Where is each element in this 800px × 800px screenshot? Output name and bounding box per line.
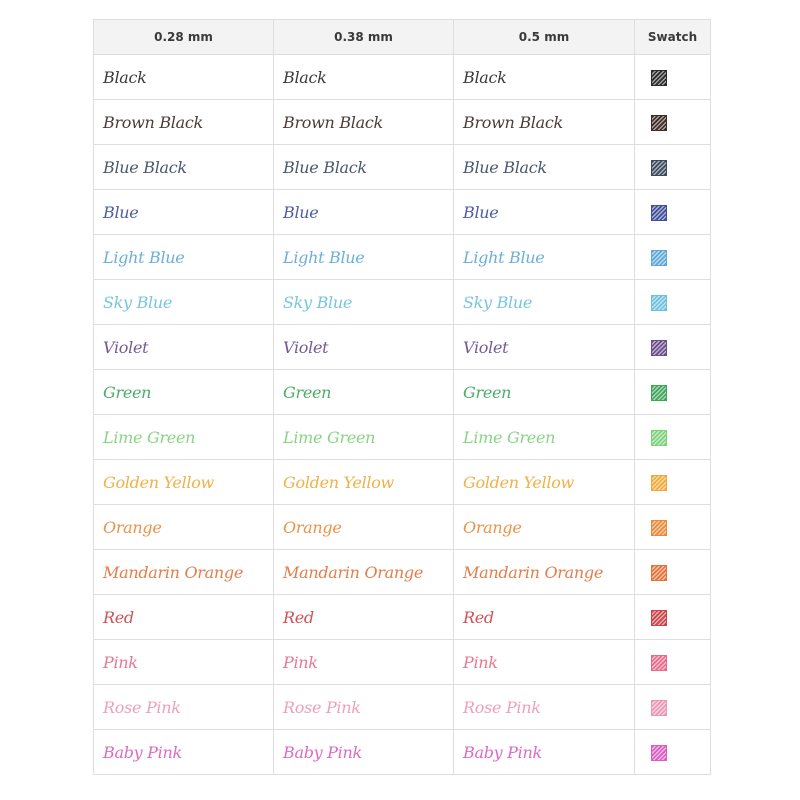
- table-row: [94, 145, 711, 190]
- pen-color-table-wrapper: [93, 19, 710, 775]
- color-swatch: [651, 700, 667, 716]
- table-row: [94, 550, 711, 595]
- swatch-cell: [635, 235, 711, 280]
- table-header: [94, 20, 711, 55]
- ink-sample-038mm: Violet: [274, 325, 454, 370]
- swatch-cell: [635, 280, 711, 325]
- ink-sample-028mm: Violet: [94, 325, 274, 370]
- ink-sample-05mm: Blue: [454, 190, 635, 235]
- header-row: [94, 20, 711, 55]
- swatch-cell: [635, 370, 711, 415]
- table-row: [94, 595, 711, 640]
- swatch-cell: [635, 190, 711, 235]
- ink-sample-05mm: Violet: [454, 325, 635, 370]
- color-swatch: [651, 115, 667, 131]
- table-row: [94, 685, 711, 730]
- ink-sample-028mm: Lime Green: [94, 415, 274, 460]
- ink-sample-028mm: Rose Pink: [94, 685, 274, 730]
- ink-sample-05mm: Mandarin Orange: [454, 550, 635, 595]
- table-row: [94, 100, 711, 145]
- table-row: [94, 55, 711, 100]
- ink-sample-028mm: Brown Black: [94, 100, 274, 145]
- table-row: [94, 505, 711, 550]
- ink-sample-05mm: Lime Green: [454, 415, 635, 460]
- color-swatch: [651, 160, 667, 176]
- swatch-cell: [635, 595, 711, 640]
- table-row: [94, 325, 711, 370]
- ink-sample-05mm: Green: [454, 370, 635, 415]
- ink-sample-05mm: Baby Pink: [454, 730, 635, 775]
- swatch-cell: [635, 325, 711, 370]
- ink-sample-05mm: Brown Black: [454, 100, 635, 145]
- ink-sample-038mm: Baby Pink: [274, 730, 454, 775]
- swatch-cell: [635, 685, 711, 730]
- ink-sample-038mm: Red: [274, 595, 454, 640]
- swatch-cell: [635, 460, 711, 505]
- color-swatch: [651, 610, 667, 626]
- swatch-cell: [635, 730, 711, 775]
- color-swatch: [651, 475, 667, 491]
- table-row: [94, 640, 711, 685]
- ink-sample-028mm: Black: [94, 55, 274, 100]
- table-row: [94, 460, 711, 505]
- ink-sample-05mm: Light Blue: [454, 235, 635, 280]
- ink-sample-038mm: Pink: [274, 640, 454, 685]
- color-swatch: [651, 70, 667, 86]
- ink-sample-028mm: Mandarin Orange: [94, 550, 274, 595]
- color-swatch: [651, 565, 667, 581]
- ink-sample-028mm: Pink: [94, 640, 274, 685]
- ink-sample-05mm: Orange: [454, 505, 635, 550]
- ink-sample-038mm: Lime Green: [274, 415, 454, 460]
- header-028mm: 0.28 mm: [94, 20, 274, 55]
- ink-sample-038mm: Mandarin Orange: [274, 550, 454, 595]
- header-038mm: 0.38 mm: [274, 20, 454, 55]
- ink-sample-038mm: Rose Pink: [274, 685, 454, 730]
- table-row: [94, 280, 711, 325]
- color-swatch: [651, 655, 667, 671]
- table-row: [94, 730, 711, 775]
- table-row: [94, 190, 711, 235]
- ink-sample-05mm: Golden Yellow: [454, 460, 635, 505]
- ink-sample-028mm: Baby Pink: [94, 730, 274, 775]
- header-05mm: 0.5 mm: [454, 20, 635, 55]
- color-swatch: [651, 745, 667, 761]
- ink-sample-028mm: Sky Blue: [94, 280, 274, 325]
- ink-sample-028mm: Orange: [94, 505, 274, 550]
- ink-sample-038mm: Green: [274, 370, 454, 415]
- ink-sample-028mm: Red: [94, 595, 274, 640]
- ink-sample-028mm: Blue: [94, 190, 274, 235]
- table-body: [94, 55, 711, 775]
- ink-sample-038mm: Black: [274, 55, 454, 100]
- ink-sample-05mm: Black: [454, 55, 635, 100]
- ink-sample-038mm: Blue Black: [274, 145, 454, 190]
- swatch-cell: [635, 100, 711, 145]
- color-swatch: [651, 250, 667, 266]
- table-row: [94, 235, 711, 280]
- ink-sample-038mm: Light Blue: [274, 235, 454, 280]
- color-swatch: [651, 295, 667, 311]
- pen-color-table: [93, 19, 711, 775]
- swatch-cell: [635, 505, 711, 550]
- swatch-cell: [635, 55, 711, 100]
- color-swatch: [651, 430, 667, 446]
- ink-sample-038mm: Orange: [274, 505, 454, 550]
- ink-sample-028mm: Golden Yellow: [94, 460, 274, 505]
- color-swatch: [651, 205, 667, 221]
- ink-sample-028mm: Green: [94, 370, 274, 415]
- color-swatch: [651, 520, 667, 536]
- ink-sample-028mm: Light Blue: [94, 235, 274, 280]
- ink-sample-038mm: Blue: [274, 190, 454, 235]
- swatch-cell: [635, 550, 711, 595]
- color-swatch: [651, 340, 667, 356]
- ink-sample-038mm: Sky Blue: [274, 280, 454, 325]
- ink-sample-05mm: Sky Blue: [454, 280, 635, 325]
- ink-sample-05mm: Red: [454, 595, 635, 640]
- table-row: [94, 370, 711, 415]
- ink-sample-05mm: Rose Pink: [454, 685, 635, 730]
- ink-sample-038mm: Brown Black: [274, 100, 454, 145]
- color-swatch: [651, 385, 667, 401]
- swatch-cell: [635, 145, 711, 190]
- ink-sample-05mm: Blue Black: [454, 145, 635, 190]
- table-row: [94, 415, 711, 460]
- ink-sample-028mm: Blue Black: [94, 145, 274, 190]
- ink-sample-038mm: Golden Yellow: [274, 460, 454, 505]
- swatch-cell: [635, 415, 711, 460]
- ink-sample-05mm: Pink: [454, 640, 635, 685]
- swatch-cell: [635, 640, 711, 685]
- header-swatch: Swatch: [635, 20, 711, 55]
